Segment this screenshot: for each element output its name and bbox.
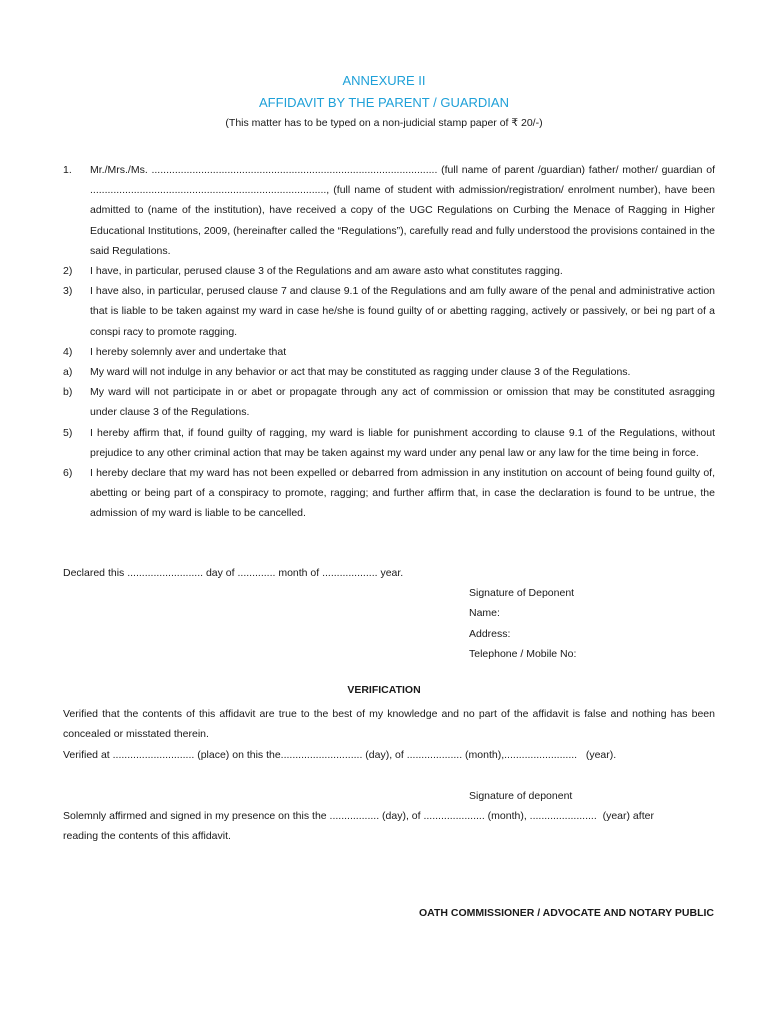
clause-text: My ward will not indulge in any behavior or act that may be constituted as ragging under clause 3 of the Regulations. [90,366,631,379]
declared-line: Declared this .......................... day of ............. month of ................... year. [63,567,404,579]
clause-number: 3) [63,285,73,298]
solemnly-line-2: reading the contents of this affidavit. [63,830,231,843]
clause-text: My ward will not participate in or abet or propagate through any act of commission or omission that may be constituted asragging under clause 3 of the Regulations. [90,386,715,419]
clause-number: 6) [63,467,73,480]
clause-text: I hereby affirm that, if found guilty of ragging, my ward is liable for punishment according to clause 9.1 of the Regulations, without prejudice to any other criminal action that may be taken against my ward under any penal law or any law for the time being in force. [90,426,715,459]
clause-item [63,382,715,422]
annexure-heading: ANNEXURE II [342,73,426,88]
address-label: Address: [469,627,511,640]
clause-item [63,423,715,463]
clause-item [63,342,715,362]
document-title: AFFIDAVIT BY THE PARENT / GUARDIAN [259,95,509,110]
phone-label: Telephone / Mobile No: [469,647,577,660]
solemnly-affirmed-text [63,806,715,846]
clause-text: I hereby declare that my ward has not been expelled or debarred from admission in any institution on account of being found guilty of, abetting or being part of a conspiracy to promote, ragging; and further affirm that, in case the declaration is found to be untrue, the admission of my ward is liable to be cancelled. [90,467,715,520]
affidavit-clauses [63,160,715,524]
clause-number: b) [63,386,73,399]
clause-item [63,160,715,261]
clause-number: 2) [63,265,73,278]
verification-text: Verified that the contents of this affidavit are true to the best of my knowledge and no part of the affidavit is false and nothing has been concealed or misstated therein. [63,708,715,741]
name-label: Name: [469,607,500,620]
clause-item [63,261,715,281]
signature-label: Signature of Deponent [469,587,575,599]
verification-signature-label: Signature of deponent [469,790,573,802]
clause-text: I have also, in particular, perused clause 7 and clause 9.1 of the Regulations and am fully aware of the penal and administrative action that is liable to be taken against my ward in case he/she is found guilty of or abetting ragging, actively or passively, or bei ng part of a conspi racy to promote ragging. [90,285,715,338]
clause-number: a) [63,366,73,379]
deponent-signature-block [469,583,576,664]
clause-text: Mr./Mrs./Ms. .................................................................................................. (full name of parent /guardian) father/ mother/ guardian of ................................................................................., (full name of student with admission/registration/ enrolment number), have been admitted to (name of the institution), have received a copy of the UGC Regulations on Curbing the Menace of Ragging in Higher Educational Institutions, 2009, (hereinafter called the “Regulations”), carefully read and fully understood the provisions contained in the said Regulations. [90,164,715,257]
solemnly-line-1: Solemnly affirmed and signed in my presence on this the ................. (day), of ..................... (month), ....................... (year) after [63,810,654,822]
clause-item [63,463,715,524]
clause-text: I hereby solemnly aver and undertake that [90,345,287,358]
clause-number: 1. [63,164,72,176]
clause-item [63,281,715,342]
clause-number: 4) [63,345,73,358]
document-subtitle: (This matter has to be typed on a non-judicial stamp paper of ₹ 20/-) [225,117,543,129]
verification-heading: VERIFICATION [347,684,421,696]
clause-number: 5) [63,426,73,439]
verified-at-line: Verified at ............................ (place) on this the............................ (day), of ................... (month),......................... (year). [63,749,617,761]
oath-commissioner-label: OATH COMMISSIONER / ADVOCATE AND NOTARY PUBLIC [419,907,714,919]
clause-text: I have, in particular, perused clause 3 of the Regulations and am aware asto what constitutes ragging. [90,265,563,278]
clause-item [63,362,715,382]
